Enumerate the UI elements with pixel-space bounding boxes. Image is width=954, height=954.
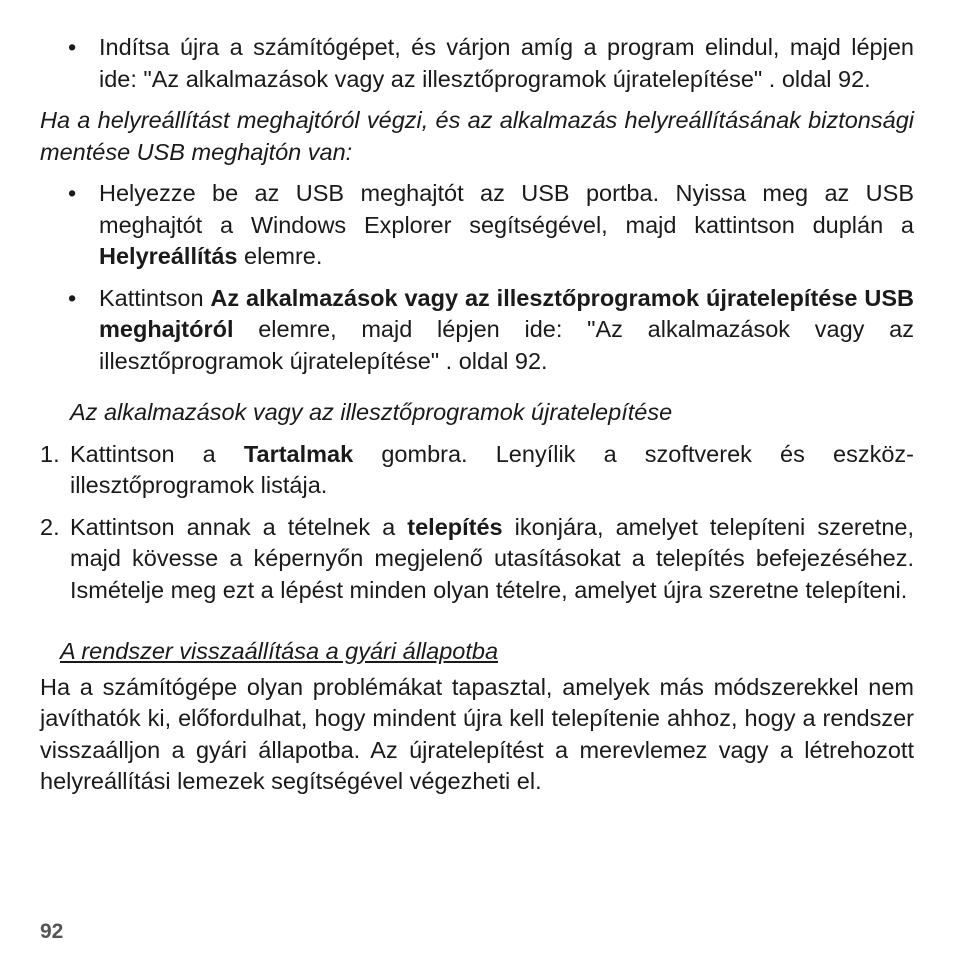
page-number: 92 xyxy=(40,920,64,943)
step-text-bold: telepítés xyxy=(407,513,503,540)
bullet-text: Indítsa újra a számítógépet, és várjon amíg a program elindul, majd lépjen ide: "Az alkalmazások vagy az illesztőprogramok újratelepítése" . oldal 92. xyxy=(99,34,914,92)
step-1 xyxy=(40,439,914,502)
step-text-post: ikonjára, amelyet telepíteni szeretne, majd kövesse a képernyőn megjelenő utasításokat a telepítés befejezéséhez. Ismételje meg ezt a lépést minden olyan tételre, amelyet újra szeretne telepíteni. xyxy=(70,513,915,603)
bullet-click-reinstall-usb xyxy=(40,283,914,378)
bullet-mark: • xyxy=(68,34,77,60)
bullet-text-post: elemre, majd lépjen ide: "Az alkalmazások vagy az illesztőprogramok újratelepítése" . oldal 92. xyxy=(99,316,914,374)
step-text-pre: Kattintson annak a tételnek a xyxy=(70,513,408,540)
bullet-insert-usb xyxy=(40,178,914,273)
bullet-text-pre: Helyezze be az USB meghajtót az USB portba. Nyissa meg az USB meghajtót a Windows Explorer segítségével, majd kattintson duplán a xyxy=(99,180,914,238)
step-text-post: gombra. Lenyílik a szoftverek és eszköz-illesztőprogramok listája. xyxy=(70,440,914,498)
page-content xyxy=(40,32,914,798)
bullet-text-post: elemre. xyxy=(237,243,323,269)
step-number: 1. xyxy=(40,440,60,467)
section-heading-factory-reset: A rendszer visszaállítása a gyári állapotba xyxy=(60,638,499,664)
step-2 xyxy=(40,512,914,607)
bullet-restart-computer xyxy=(40,32,914,95)
bullet-text-bold: Helyreállítás xyxy=(99,243,238,269)
bullet-text-pre: Kattintson xyxy=(99,284,211,311)
step-text-bold: Tartalmak xyxy=(243,440,354,467)
section-paragraph: Ha a számítógépe olyan problémákat tapasztal, amelyek más módszerekkel nem javíthatók ki, előfordulhat, hogy mindent újra kell telepítenie ahhoz, hogy a rendszer visszaálljon a gyári állapotba. Az újratelepítést a merevlemez vagy a létrehozott helyreállítási lemezek segítségével végezheti el. xyxy=(40,673,914,794)
bullet-mark: • xyxy=(68,284,77,311)
step-text-pre: Kattintson a xyxy=(70,440,244,467)
usb-recovery-intro: Ha a helyreállítást meghajtóról végzi, és az alkalmazás helyreállításának biztonsági mentése USB meghajtón van: xyxy=(40,107,914,165)
bullet-mark: • xyxy=(68,180,77,206)
step-number: 2. xyxy=(40,513,60,540)
bullet-text-bold: Az alkalmazások vagy az illesztőprogramok újratelepítése USB meghajtóról xyxy=(99,284,914,342)
subheading-reinstall: Az alkalmazások vagy az illesztőprogramok újratelepítése xyxy=(70,399,673,425)
